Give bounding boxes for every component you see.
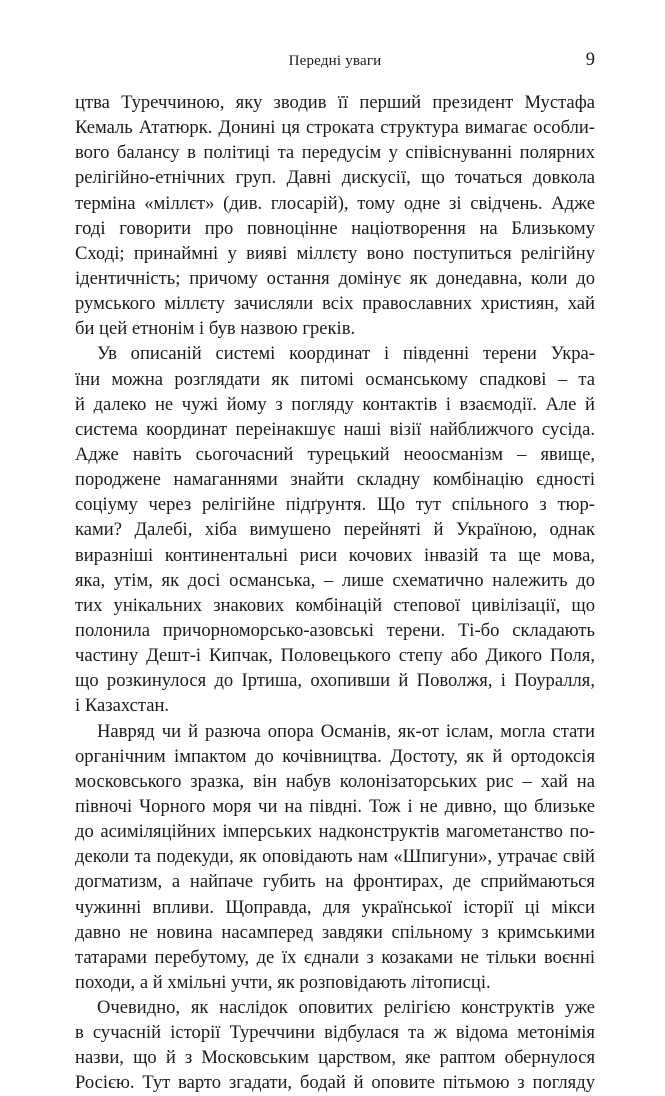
paragraph [75, 90, 595, 341]
text-line: давно не новина насамперед завдяки спільному з кримськими [75, 921, 595, 943]
text-line: породжене намаганнями знайти складну комбінацію єдності [75, 469, 595, 491]
text-line: що розкинулося до Іртиша, охопивши й Поволжя, і Поуралля, [75, 670, 595, 692]
text-line: румського міллєту зачисляли всіх православних християн, хай [75, 293, 595, 315]
text-line: й далеко не чужі йому з погляду контактів і взаємодії. Але й [75, 393, 595, 415]
text-line: Ув описаній системі координат і південні терени Укра- [97, 343, 595, 365]
text-line: соціуму через релігійне підґрунтя. Що тут спільного з тюр- [75, 494, 595, 516]
text-line: терміна «міллєт» (див. глосарій), тому одне зі свідчень. Адже [75, 192, 595, 214]
text-line: тих унікальних знакових комбінацій степової цивілізації, що [75, 594, 595, 616]
text-line: яка, утім, як досі османська, – лише схематично належить до [75, 569, 595, 591]
text-line: до асиміляційних імперських надконструктів магометанство по- [75, 821, 595, 843]
text-line: деколи та подекуди, як оповідають нам «Шпигуни», утрачає свій [75, 846, 595, 868]
text-line: вого балансу в політиці та передусім у співіснуванні полярних [75, 142, 595, 164]
text-line: система координат переінакшує наші візії найближчого сусіда. [75, 418, 595, 440]
text-line: татарами перебутому, де їх єднали з козаками не тільки воєнні [75, 946, 595, 968]
running-head [75, 50, 595, 74]
text-line: частину Дешт-і Кипчак, Половецького степу або Дикого Поля, [75, 645, 595, 667]
text-line: полонила причорноморсько-азовські терени. Ті-бо складають [75, 619, 595, 641]
text-line: релігійно-етнічних груп. Давні дискусії, що точаться довкола [75, 167, 595, 189]
page-number: 9 [585, 50, 595, 70]
text-line: ками? Далебі, хіба вимушено перейняті й Україною, однак [75, 519, 595, 541]
text-line: догматизм, а найпаче губить на фронтирах, де сприймаються [75, 871, 595, 893]
text-line: органічним імпактом до кочівництва. Достоту, як й ортодоксія [75, 745, 595, 767]
paragraph [75, 719, 595, 996]
text-line: їни можна розглядати як питомі османському спадкові – та [75, 368, 595, 390]
paragraph [75, 341, 595, 718]
text-line: півночі Чорного моря чи на півдні. Тож і не дивно, що близьке [75, 795, 595, 817]
text-line: Сході; принаймні у вияві міллєту воно поступиться релігійну [75, 242, 595, 264]
text-line: Адже навіть сьогочасний турецький неоосманізм – явище, [75, 443, 595, 465]
text-line: би цей етнонім і був назвою греків. [75, 318, 356, 340]
text-line: і Казахстан. [75, 695, 170, 717]
text-line: назви, що й з Московським царством, яке раптом обернулося [75, 1047, 595, 1069]
text-line: виразніші континентальні риси кочових інвазій та ще мова, [75, 544, 595, 566]
text-line: Очевидно, як наслідок оповитих релігією конструктів уже [97, 997, 595, 1019]
text-line: походи, а й хмільні учти, як розповідають літописці. [75, 971, 491, 993]
text-line: Росією. Тут варто згадати, бодай й оповите пітьмою з погляду [75, 1072, 595, 1094]
text-line: Навряд чи й разюча опора Османів, як-от іслам, могла стати [97, 720, 595, 742]
paragraph [75, 995, 595, 1096]
text-line: годі говорити про повноцінне націотворення на Близькому [75, 217, 595, 239]
text-line: ідентичність; причому остання домінує як донедавна, коли до [75, 267, 595, 289]
running-title: Передні уваги [288, 53, 382, 69]
body-text [75, 90, 595, 1096]
text-line: чужинні впливи. Щоправда, для української історії ці мікси [75, 896, 595, 918]
text-line: цтва Туреччиною, яку зводив її перший президент Мустафа [75, 92, 595, 113]
text-line: Кемаль Ататюрк. Донині ця строката структура вимагає особли- [75, 117, 595, 139]
text-line: московського зразка, він набув колонізаторських рис – хай на [75, 770, 595, 792]
text-line: в сучасній історії Туреччини відбулася та ж відома метонімія [75, 1022, 595, 1044]
